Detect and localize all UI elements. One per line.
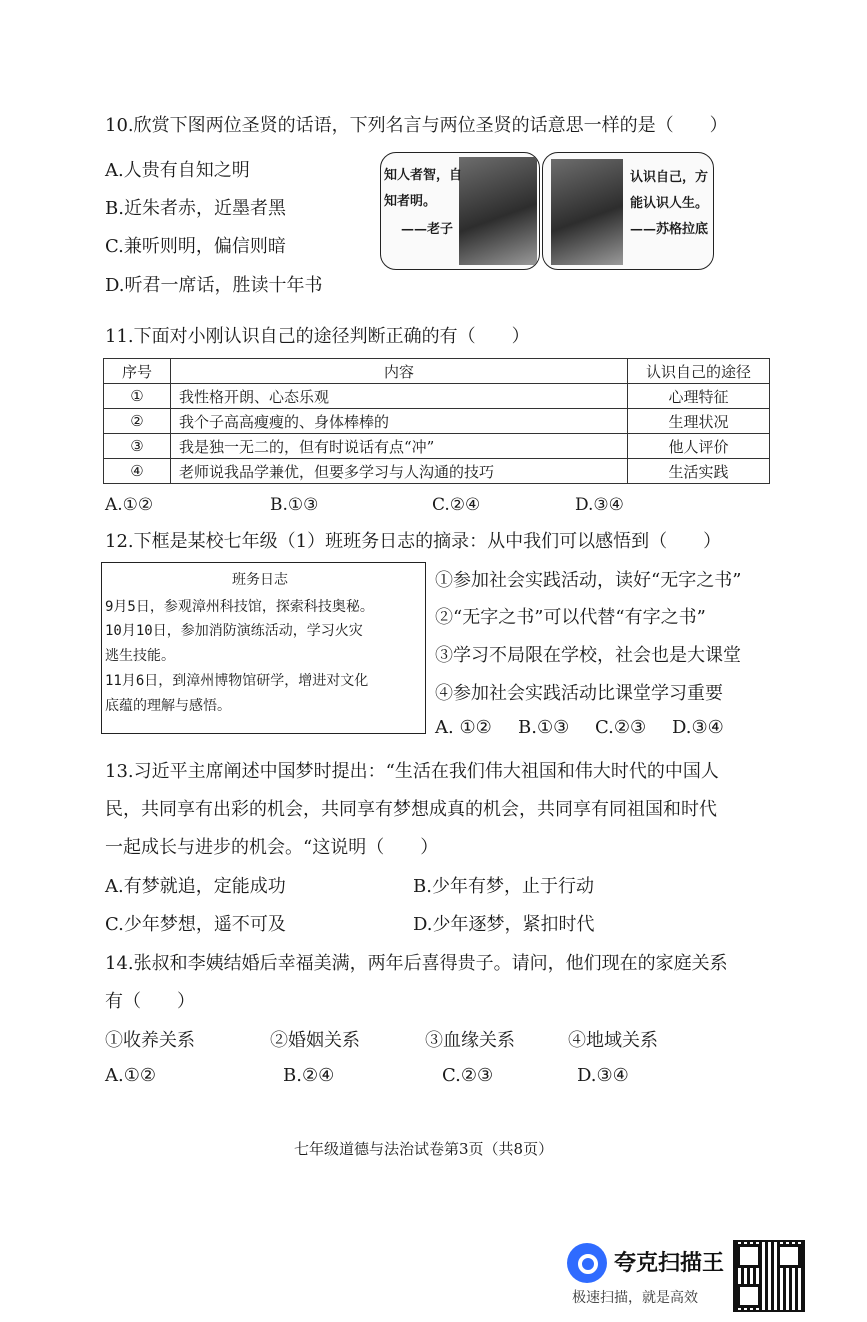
q10-option-a: A.人贵有自知之明: [105, 160, 250, 181]
q11-option-d: D.③④: [575, 495, 624, 515]
q14-option-d: D.③④: [577, 1065, 629, 1086]
q12-statement-2: ②“无字之书”可以代替“有字之书”: [435, 607, 706, 628]
q14-stem-line-2: 有（ ）: [105, 991, 195, 1012]
log-line: 10月10日，参加消防演练活动，学习火灾: [105, 623, 363, 639]
table-row: [104, 434, 770, 459]
table-header: 序号: [104, 359, 171, 384]
socrates-quote-line-2: 能认识人生。: [630, 196, 709, 211]
socrates-portrait: [551, 159, 623, 265]
q11-stem: 11.下面对小刚认识自己的途径判断正确的有（ ）: [105, 326, 530, 347]
laozi-quote-line-2: 知者明。: [384, 194, 437, 209]
q12-statement-1: ①参加社会实践活动，读好“无字之书”: [435, 570, 742, 591]
log-line: 11月6日，到漳州博物馆研学，增进对文化: [105, 673, 369, 689]
q12-statement-4: ④参加社会实践活动比课堂学习重要: [435, 683, 723, 704]
q12-option-b: B.①③: [518, 717, 570, 738]
laozi-portrait: [459, 157, 537, 265]
table-header-row: [104, 359, 770, 384]
watermark-brand: 夸克扫描王: [614, 1251, 725, 1276]
table-cell: 我是独一无二的，但有时说话有点“冲”: [171, 434, 628, 459]
socrates-attribution: ——苏格拉底: [630, 222, 709, 237]
q13-option-b: B.少年有梦，止于行动: [413, 876, 594, 897]
table-cell: ③: [104, 434, 171, 459]
table-row: [104, 409, 770, 434]
q13-option-c: C.少年梦想，遥不可及: [105, 914, 286, 935]
q14-option-a: A.①②: [105, 1065, 156, 1086]
log-line: 底蕴的理解与感悟。: [105, 698, 231, 714]
q11-table: [103, 358, 770, 484]
q11-option-a: A.①②: [105, 495, 154, 515]
table-row: [104, 384, 770, 409]
log-line: 逃生技能。: [105, 648, 175, 664]
socrates-quote-line-1: 认识自己，方: [630, 170, 709, 185]
log-line: 9月5日，参观漳州科技馆，探索科技奥秘。: [105, 599, 374, 615]
q12-statement-3: ③学习不局限在学校，社会也是大课堂: [435, 645, 741, 666]
q14-statement-4: ④地域关系: [568, 1030, 658, 1051]
table-cell: ④: [104, 459, 171, 484]
q10-option-c: C.兼听则明，偏信则暗: [105, 236, 286, 257]
q14-option-b: B.②④: [283, 1065, 335, 1086]
q14-statement-2: ②婚姻关系: [270, 1030, 360, 1051]
laozi-attribution: ——老子: [401, 222, 454, 237]
page-footer: 七年级道德与法治试卷第3页（共8页）: [294, 1140, 554, 1158]
socrates-quote-panel: [542, 152, 714, 270]
q10-option-b: B.近朱者赤，近墨者黑: [105, 198, 286, 219]
laozi-quote-panel: [380, 152, 540, 270]
q12-option-c: C.②③: [595, 717, 647, 738]
log-title: 班务日志: [232, 572, 288, 588]
watermark-slogan: 极速扫描，就是高效: [572, 1290, 698, 1306]
q14-stem-line-1: 14.张叔和李姨结婚后幸福美满，两年后喜得贵子。请问，他们现在的家庭关系: [105, 953, 728, 974]
laozi-quote-line-1: 知人者智，自: [384, 168, 463, 183]
q11-option-b: B.①③: [270, 495, 319, 515]
table-cell: 老师说我品学兼优，但要多学习与人沟通的技巧: [171, 459, 628, 484]
table-cell: 我性格开朗、心态乐观: [171, 384, 628, 409]
table-cell: ①: [104, 384, 171, 409]
q13-stem-line-1: 13.习近平主席阐述中国梦时提出：“生活在我们伟大祖国和伟大时代的中国人: [105, 761, 719, 782]
q10-option-d: D.听君一席话，胜读十年书: [105, 275, 323, 296]
qr-code-icon: [733, 1240, 805, 1312]
table-cell: ②: [104, 409, 171, 434]
class-log-box: [101, 562, 426, 734]
q13-stem-line-2: 民，共同享有出彩的机会，共同享有梦想成真的机会，共同享有同祖国和时代: [105, 799, 717, 820]
q14-statement-1: ①收养关系: [105, 1030, 195, 1051]
q12-option-a: A. ①②: [435, 717, 492, 738]
q11-option-c: C.②④: [432, 495, 481, 515]
table-header: 认识自己的途径: [628, 359, 770, 384]
q13-stem-line-3: 一起成长与进步的机会。“这说明（ ）: [105, 837, 439, 858]
table-cell: 生活实践: [628, 459, 770, 484]
table-cell: 他人评价: [628, 434, 770, 459]
table-row: [104, 459, 770, 484]
q13-option-a: A.有梦就追，定能成功: [105, 876, 286, 897]
q14-statement-3: ③血缘关系: [425, 1030, 515, 1051]
q10-stem: 10.欣赏下图两位圣贤的话语，下列名言与两位圣贤的话意思一样的是（ ）: [105, 115, 728, 136]
q12-option-d: D.③④: [672, 717, 724, 738]
q13-option-d: D.少年逐梦，紧扣时代: [413, 914, 595, 935]
table-cell: 生理状况: [628, 409, 770, 434]
q14-option-c: C.②③: [442, 1065, 494, 1086]
q12-stem: 12.下框是某校七年级（1）班班务日志的摘录：从中我们可以感悟到（ ）: [105, 531, 722, 552]
quark-logo-icon: [567, 1243, 607, 1283]
table-cell: 心理特征: [628, 384, 770, 409]
table-header: 内容: [171, 359, 628, 384]
table-cell: 我个子高高瘦瘦的、身体棒棒的: [171, 409, 628, 434]
